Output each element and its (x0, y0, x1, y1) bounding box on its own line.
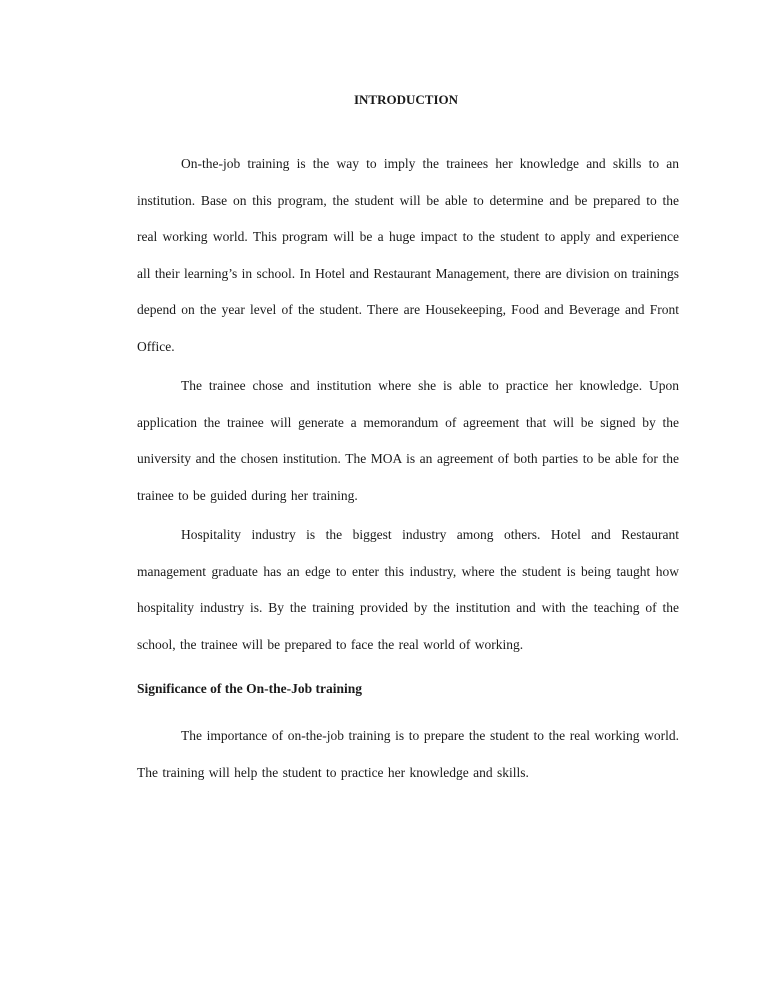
section-heading: Significance of the On-the-Job training (137, 681, 362, 696)
page-title: INTRODUCTION (353, 92, 458, 107)
intro-paragraph-2: The trainee chose and institution where she is able to practice her knowledge. Upon application the trainee will generate a memorandum of agreement that will be signed by the university and the chosen institution. The MOA is an agreement of both parties to be able for the trainee to be guided during her training. (137, 378, 679, 503)
section-paragraph: The importance of on-the-job training is to prepare the student to the real working world. The training will help the student to practice her knowledge and skills. (137, 728, 679, 780)
intro-paragraph-1: On-the-job training is the way to imply the trainees her knowledge and skills to an institution. Base on this program, the student will be able to determine and be prepared to the real working world. This program will be a huge impact to the student to apply and experience all their learning’s in school. In Hotel and Restaurant Management, there are division on trainings depend on the year level of the student. There are Housekeeping, Food and Beverage and Front Office. (137, 156, 679, 354)
intro-paragraph-3: Hospitality industry is the biggest industry among others. Hotel and Restaurant management graduate has an edge to enter this industry, where the student is being taught how hospitality industry is. By the training provided by the institution and with the teaching of the school, the trainee will be prepared to face the real world of working. (137, 527, 679, 652)
